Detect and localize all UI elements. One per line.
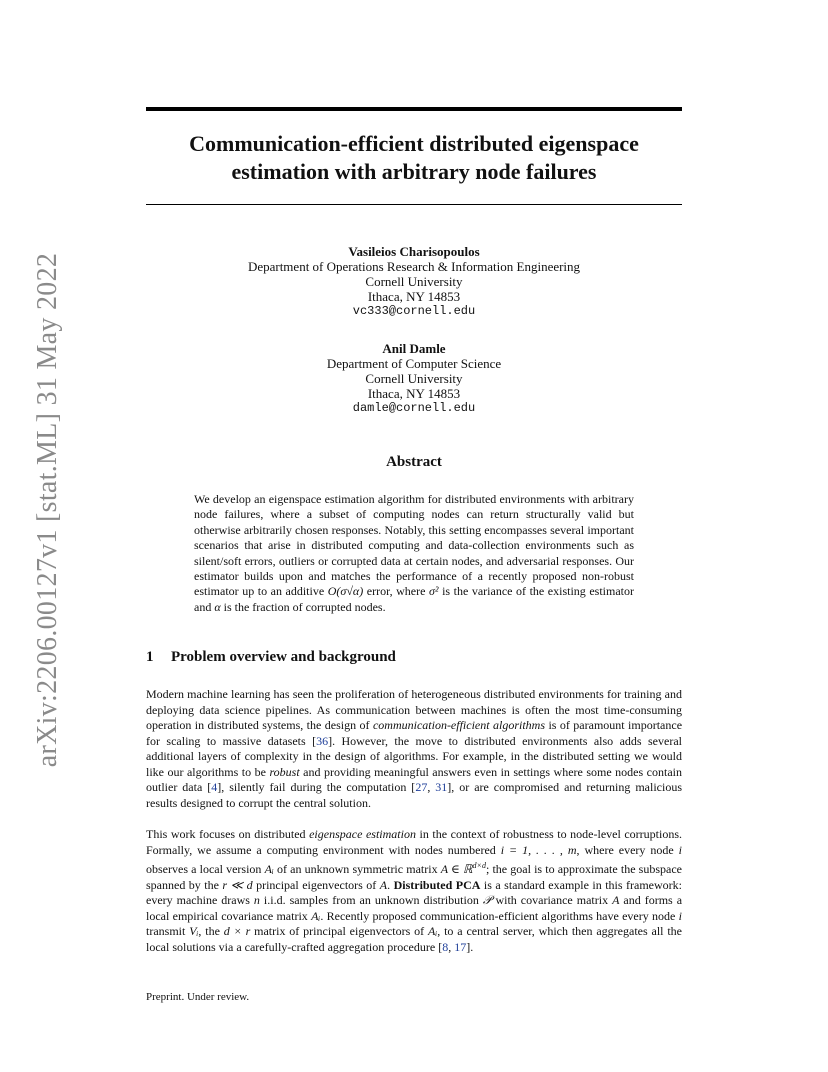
- paragraph-text: in the context of robustness to node-level corruptions. Formally, we assume a computing environment with nodes numbered: [146, 827, 683, 857]
- author-institution: Cornell University: [365, 371, 463, 386]
- footer-note: Preprint. Under review.: [146, 991, 250, 1003]
- paragraph-text: and providing meaningful answers even in settings where some nodes contain outlier data [: [146, 764, 682, 794]
- math-expression: A ∈ ℝ: [440, 862, 473, 876]
- paragraph-text: ,: [448, 939, 455, 954]
- abstract-heading: Abstract: [386, 454, 442, 470]
- paragraph-text: ].: [466, 939, 474, 954]
- paragraph-text: .: [387, 877, 394, 892]
- body-paragraph-1: [146, 687, 682, 811]
- math-superscript: d×d: [472, 861, 486, 870]
- paragraph-text: ; the goal is to approximate the subspace spanned by the: [146, 862, 682, 892]
- author-department: Department of Operations Research & Information Engineering: [247, 259, 581, 274]
- paragraph-text: i.i.d. samples from an unknown distribution: [259, 893, 483, 907]
- paragraph-text: transmit: [146, 924, 190, 938]
- section-title: Problem overview and background: [171, 649, 396, 665]
- author-block-1: [146, 244, 682, 319]
- section-heading: [146, 649, 396, 666]
- paragraph-text: principal eigenvectors of: [252, 877, 380, 892]
- abstract-text: is the variance of the existing estimator and: [194, 584, 635, 614]
- paragraph-text: ], or are compromised and returning malicious results designed to corrupt the central solution.: [146, 780, 682, 810]
- math-expression: n: [253, 893, 260, 907]
- author-name: Vasileios Charisopoulos: [348, 244, 480, 259]
- citation-link[interactable]: 36: [316, 733, 329, 748]
- paper-title: [146, 130, 682, 186]
- math-expression: 𝒫: [482, 893, 492, 907]
- citation-link[interactable]: 27: [415, 780, 428, 794]
- paragraph-text: and forms a local empirical covariance matrix: [146, 893, 683, 923]
- section-number: 1: [146, 649, 154, 665]
- emphasis-text: eigenspace estimation: [309, 827, 416, 841]
- math-expression: i: [678, 908, 683, 923]
- paragraph-text: , to a central server, which then aggregates all the local solutions via a carefully-crafted aggregation procedure [: [146, 924, 683, 954]
- math-expression: A: [612, 893, 620, 907]
- title-line-1: Communication-efficient distributed eigenspace: [189, 131, 639, 156]
- citation-link[interactable]: 8: [442, 939, 449, 954]
- emphasis-text: robust: [269, 764, 300, 779]
- bold-term: Distributed PCA: [393, 877, 481, 892]
- math-expression: O(σ√α): [327, 584, 364, 599]
- paragraph-text: ]. However, the move to distributed environments also adds several additional layers of complexity in the design of algorithms. For example, in the distributed setting we would like our algorithms to be: [146, 733, 682, 779]
- abstract-body: [194, 492, 634, 615]
- emphasis-text: communication-efficient algorithms: [372, 718, 546, 732]
- paragraph-text: is of paramount importance for scaling to massive datasets [: [146, 718, 683, 748]
- abstract-text: is the fraction of corrupted nodes.: [220, 599, 386, 614]
- math-expression: i = 1, . . . , m: [500, 842, 577, 857]
- paragraph-text: This work focuses on distributed: [146, 827, 310, 841]
- paragraph-text: . Recently proposed communication-efficient algorithms have every node: [320, 908, 679, 923]
- paragraph-text: is a standard example in this framework: every machine draws: [146, 877, 683, 907]
- paragraph-text: with covariance matrix: [491, 893, 613, 907]
- math-expression: Aᵢ: [428, 924, 438, 938]
- math-expression: r ≪ d: [222, 877, 253, 892]
- paragraph-text: ,: [427, 780, 436, 794]
- author-block-2: [146, 341, 682, 416]
- title-bottom-rule: [146, 204, 682, 205]
- abstract-text: error, where: [363, 584, 430, 599]
- author-department: Department of Computer Science: [326, 356, 502, 371]
- author-email[interactable]: vc333@cornell.edu: [352, 304, 476, 318]
- paragraph-text: matrix of principal eigenvectors of: [250, 924, 429, 938]
- math-expression: Aᵢ: [311, 908, 321, 923]
- math-expression: i: [678, 842, 682, 857]
- citation-link[interactable]: 17: [454, 939, 467, 954]
- paragraph-text: , the: [198, 924, 224, 938]
- author-name: Anil Damle: [382, 341, 446, 356]
- citation-link[interactable]: 31: [435, 780, 448, 794]
- math-expression: Vᵢ: [189, 924, 199, 938]
- title-line-2: estimation with arbitrary node failures: [231, 159, 597, 184]
- paragraph-text: Modern machine learning has seen the proliferation of heterogeneous distributed environments for training and deploying data science pipelines. As communication between machines is often the most time-consuming operation in distributed systems, the design of: [146, 687, 682, 732]
- author-email[interactable]: damle@cornell.edu: [352, 401, 476, 415]
- title-top-rule: [146, 107, 682, 111]
- paragraph-text: observes a local version: [146, 862, 265, 876]
- math-expression: A: [379, 877, 388, 892]
- author-location: Ithaca, NY 14853: [367, 289, 461, 304]
- abstract-text: We develop an eigenspace estimation algorithm for distributed environments with arbitrary node failures, where a subset of computing nodes can return structurally valid but otherwise arbitrarily chosen responses. Notably, this setting encompasses several important scenarios that arise in distributed computing and data-collection environments such as silent/soft errors, outliers or corrupted data at certain nodes, and adversarial responses. Our estimator builds upon and matches the performance of a recently proposed non-robust estimator up to an additive: [194, 492, 634, 599]
- paragraph-text: , where every node: [576, 842, 679, 857]
- math-expression: d × r: [223, 924, 251, 938]
- math-expression: σ²: [429, 584, 439, 599]
- author-location: Ithaca, NY 14853: [367, 386, 461, 401]
- paragraph-text: of an unknown symmetric matrix: [273, 862, 441, 876]
- body-paragraph-2: [146, 827, 682, 955]
- author-institution: Cornell University: [365, 274, 463, 289]
- math-expression: α: [214, 599, 221, 614]
- math-expression: Aᵢ: [264, 862, 274, 876]
- citation-link[interactable]: 4: [211, 780, 218, 794]
- arxiv-stamp: arXiv:2206.00127v1 [stat.ML] 31 May 2022: [32, 252, 63, 768]
- paragraph-text: ], silently fail during the computation [: [217, 780, 416, 794]
